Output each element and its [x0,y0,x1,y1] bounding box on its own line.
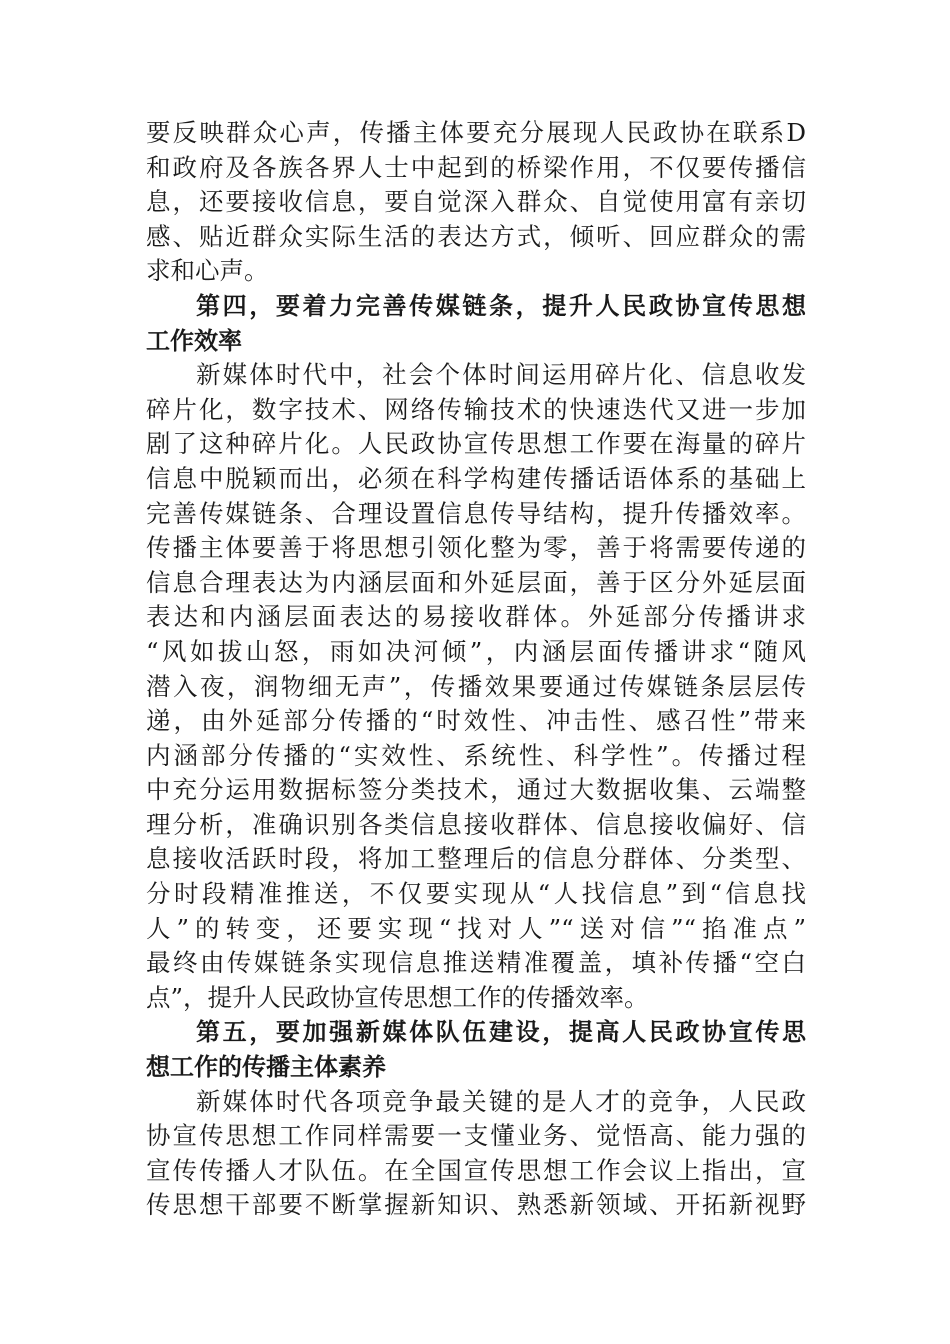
text-line: 感、贴近群众实际生活的表达方式，倾听、回应群众的需 [146,221,806,251]
text-line: 最终由传媒链条实现信息推送精准覆盖，填补传播“空白 [146,948,806,978]
text-line: 要反映群众心声，传播主体要充分展现人民政协在联系D [146,118,806,147]
text-line: “风如拔山怒，雨如决河倾”，内涵层面传播讲求“随风 [146,636,806,666]
text-line: 内涵部分传播的“实效性、系统性、科学性”。传播过程 [146,740,806,770]
text-line: 求和心声。 [146,256,269,286]
heading-line: 第四，要着力完善传媒链条，提升人民政协宣传思想 [196,291,806,320]
text-line: 表达和内涵层面表达的易接收群体。外延部分传播讲求 [146,602,806,632]
text-line: 潜入夜，润物细无声”，传播效果要通过传媒链条层层传 [146,671,806,701]
text-line: 人”的转变，还要实现“找对人”“送对信”“掐准点” [146,913,806,943]
text-line: 分时段精准推送，不仅要实现从“人找信息”到“信息找 [146,879,806,909]
text-line: 新媒体时代各项竞争最关键的是人才的竞争，人民政 [196,1086,806,1116]
text-line: 递，由外延部分传播的“时效性、冲击性、感召性”带来 [146,706,806,736]
text-line: 信息合理表达为内涵层面和外延层面，善于区分外延层面 [146,567,806,597]
text-line: 碎片化，数字技术、网络传输技术的快速迭代又进一步加 [146,394,806,424]
body-paragraph [146,358,806,1015]
section-heading [146,1015,806,1084]
text-line: 点”，提升人民政协宣传思想工作的传播效率。 [146,982,649,1012]
heading-line: 工作效率 [146,326,242,355]
text-line: 和政府及各族各界人士中起到的桥梁作用，不仅要传播信 [146,152,806,182]
heading-line: 第五，要加强新媒体队伍建设，提高人民政协宣传思 [196,1018,806,1047]
text-line: 传思想干部要不断掌握新知识、熟悉新领域、开拓新视野 [146,1190,806,1220]
text-line: 中充分运用数据标签分类技术，通过大数据收集、云端整 [146,775,806,805]
section-heading [146,289,806,358]
text-line: 剧了这种碎片化。人民政协宣传思想工作要在海量的碎片 [146,429,806,459]
body-paragraph [146,1085,806,1223]
document-body [146,116,806,1223]
text-line: 完善传媒链条、合理设置信息传导结构，提升传播效率。 [146,498,806,528]
text-line: 新媒体时代中，社会个体时间运用碎片化、信息收发 [196,360,806,390]
text-line: 信息中脱颖而出，必须在科学构建传播话语体系的基础上 [146,463,806,493]
text-line: 息接收活跃时段，将加工整理后的信息分群体、分类型、 [146,844,806,874]
text-line: 宣传传播人才队伍。在全国宣传思想工作会议上指出，宣 [146,1155,806,1185]
text-line: 协宣传思想工作同样需要一支懂业务、觉悟高、能力强的 [146,1121,806,1151]
text-line: 传播主体要善于将思想引领化整为零，善于将需要传递的 [146,533,806,563]
body-paragraph [146,116,806,289]
heading-line: 想工作的传播主体素养 [146,1053,386,1082]
text-line: 理分析，准确识别各类信息接收群体、信息接收偏好、信 [146,809,806,839]
text-line: 息，还要接收信息，要自觉深入群众、自觉使用富有亲切 [146,187,806,217]
